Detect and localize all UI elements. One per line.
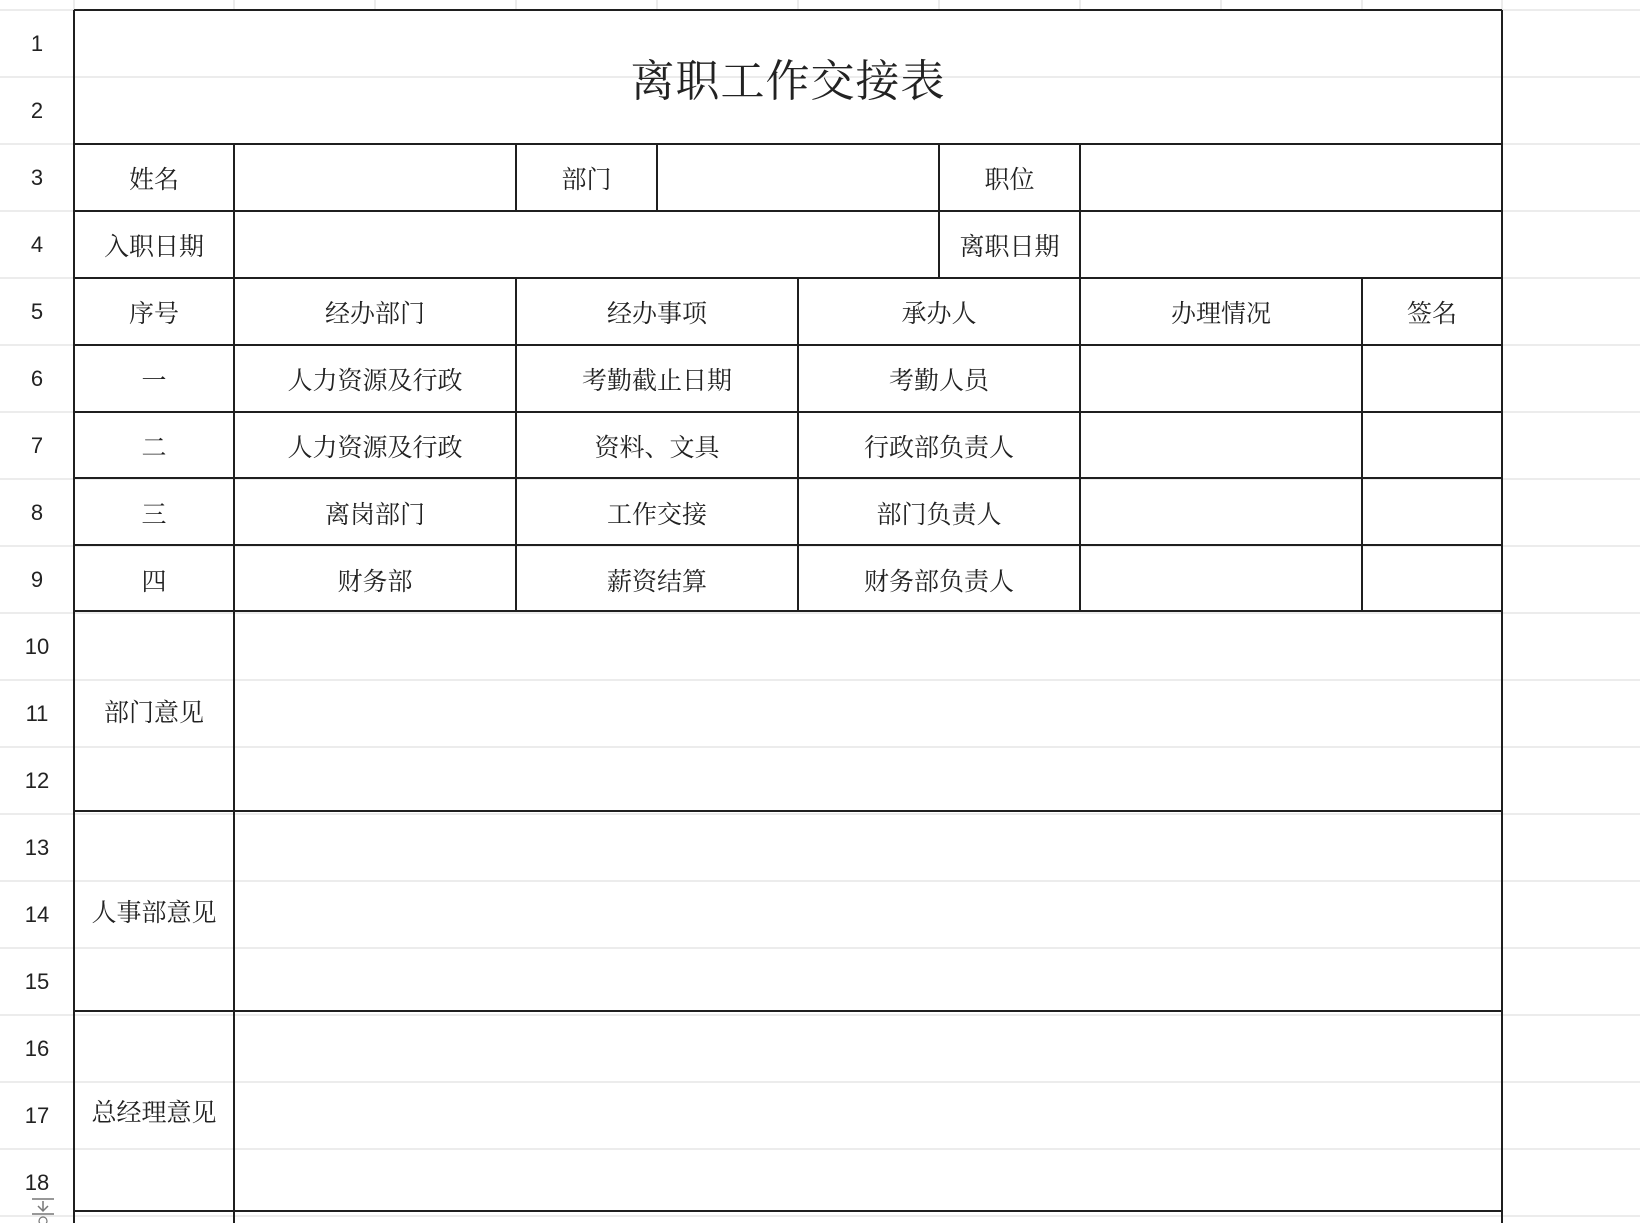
row-number[interactable]: 16 [24,1035,50,1061]
row-cell-no: 四 [141,566,167,596]
row-cell-dept: 离岗部门 [324,499,425,529]
scroll-to-bottom-icon[interactable] [28,1197,58,1223]
row-cell-handler: 行政部负责人 [863,432,1014,462]
dept-opinion-label: 部门意见 [103,698,204,727]
header-seq: 序号 [128,298,179,328]
row-cell-handler: 考勤人员 [888,365,989,395]
position-label: 职位 [984,164,1035,194]
row-number[interactable]: 14 [24,901,50,927]
row-cell-no: 二 [141,432,167,462]
header-handler: 承办人 [901,298,977,328]
row-number[interactable]: 15 [24,968,50,994]
row-cell-item: 考勤截止日期 [581,365,732,395]
row-number[interactable]: 8 [30,499,44,525]
row-cell-dept: 人力资源及行政 [287,432,463,462]
row-cell-item: 工作交接 [606,499,707,529]
hr-opinion-label: 人事部意见 [91,898,217,927]
row-number[interactable]: 11 [25,700,49,726]
dept-label: 部门 [561,164,612,194]
row-cell-handler: 部门负责人 [876,499,1002,529]
row-cell-no: 一 [141,365,167,395]
row-number[interactable]: 2 [30,97,44,123]
row-number[interactable]: 6 [30,365,44,391]
row-cell-no: 三 [141,499,167,529]
gm-opinion-label: 总经理意见 [91,1098,217,1127]
row-cell-dept: 人力资源及行政 [287,365,463,395]
row-number[interactable]: 3 [30,164,44,190]
row-number[interactable]: 13 [24,834,50,860]
row-cell-dept: 财务部 [337,566,413,596]
row-number[interactable]: 1 [30,30,44,56]
leave-date-label: 离职日期 [959,231,1060,261]
header-status: 办理情况 [1170,298,1271,328]
name-label: 姓名 [128,164,179,194]
row-number[interactable]: 18 [24,1169,50,1195]
header-sign: 签名 [1406,298,1457,328]
row-cell-item: 薪资结算 [606,566,707,596]
row-number[interactable]: 7 [30,432,44,458]
row-number[interactable]: 10 [24,633,50,659]
row-number[interactable]: 17 [24,1102,50,1128]
header-item: 经办事项 [606,298,707,328]
row-number[interactable]: 5 [30,298,44,324]
row-number[interactable]: 12 [24,767,50,793]
row-number[interactable]: 4 [30,231,44,257]
row-cell-item: 资料、文具 [594,432,720,462]
row-number[interactable]: 9 [30,566,44,592]
row-cell-handler: 财务部负责人 [863,566,1014,596]
hire-date-label: 入职日期 [103,231,204,261]
page-title: 离职工作交接表 [630,56,946,107]
header-dept: 经办部门 [324,298,425,328]
